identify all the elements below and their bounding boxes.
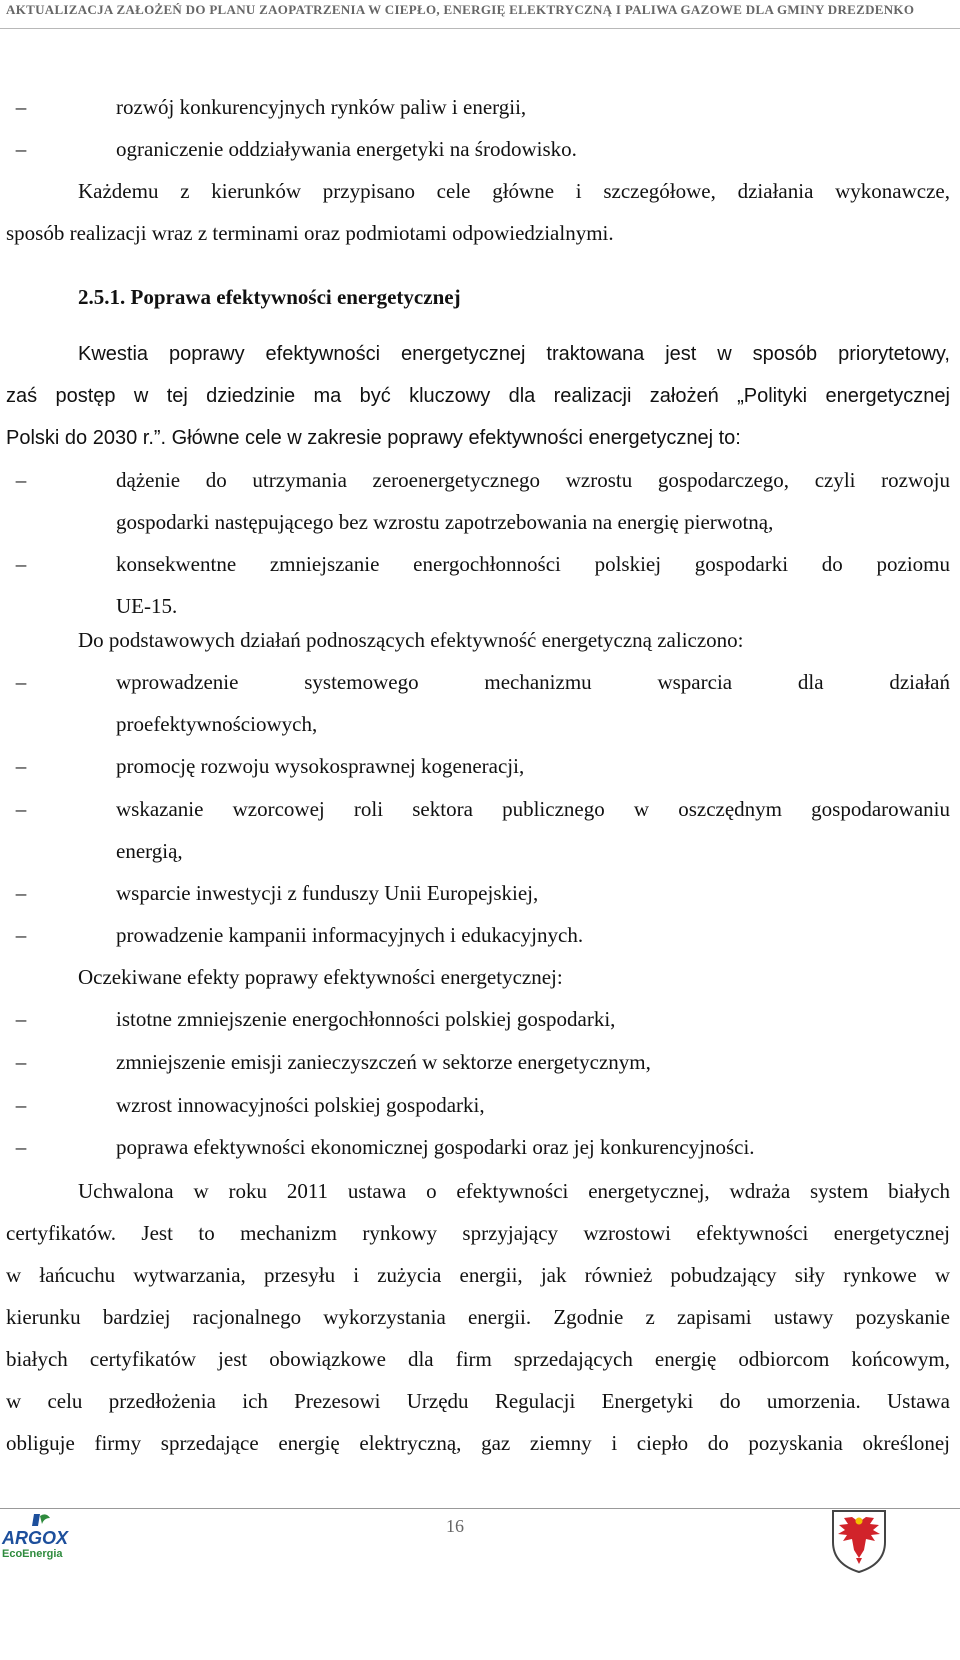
list-item — [6, 878, 950, 908]
logo-left-text: ARGOX — [2, 1528, 69, 1548]
paragraph-line — [6, 176, 950, 206]
bullet-dash: – — [15, 468, 27, 492]
list-item — [6, 1132, 950, 1162]
list-item-continuation — [6, 709, 950, 739]
paragraph-text: Każdemu z kierunków przypisano cele główne i szczegółowe, działania wykonawcze, — [78, 179, 950, 203]
list-item-continuation — [6, 591, 950, 621]
list-item-text: ograniczenie oddziaływania energetyki na środowisko. — [116, 137, 577, 161]
list-item — [6, 1090, 950, 1120]
section-heading — [6, 282, 950, 312]
paragraph-line — [6, 962, 950, 992]
list-item-text: wzrost innowacyjności polskiej gospodarki, — [116, 1093, 485, 1117]
header-title: AKTUALIZACJA ZAŁOŻEŃ DO PLANU ZAOPATRZENIA W CIEPŁO, ENERGIĘ ELEKTRYCZNĄ I PALIWA GAZOWE DLA GMINY DREZDENKO — [6, 2, 915, 17]
list-item-text: promocję rozwoju wysokosprawnej kogeneracji, — [116, 754, 525, 778]
bullet-dash: – — [15, 1135, 27, 1159]
page-header — [0, 0, 960, 29]
list-item-text: konsekwentne zmniejszanie energochłonności polskiej gospodarki do poziomu — [116, 552, 950, 576]
paragraph-line — [6, 423, 950, 453]
footer-divider — [0, 1508, 960, 1509]
bullet-dash: – — [15, 754, 27, 778]
paragraph-text: certyfikatów. Jest to mechanizm rynkowy sprzyjający wzrostowi efektywności energetycznej — [6, 1221, 950, 1245]
list-item-text: UE-15. — [116, 594, 178, 618]
section-heading-text: 2.5.1. Poprawa efektywności energetycznej — [78, 285, 461, 309]
list-item-text: wsparcie inwestycji z funduszy Unii Europejskiej, — [116, 881, 539, 905]
paragraph-text: w łańcuchu wytwarzania, przesyłu i zużycia energii, jak również pobudzający siły rynkowe w — [6, 1263, 950, 1287]
list-item-text: proefektywnościowych, — [116, 712, 318, 736]
list-item-continuation — [6, 836, 950, 866]
list-item-text: wskazanie wzorcowej roli sektora publicznego w oszczędnym gospodarowaniu — [116, 797, 950, 821]
list-item — [6, 920, 950, 950]
paragraph-line — [6, 1344, 950, 1374]
bullet-dash: – — [15, 797, 27, 821]
paragraph-line — [6, 1176, 950, 1206]
list-item-text: istotne zmniejszenie energochłonności polskiej gospodarki, — [116, 1007, 616, 1031]
bullet-dash: – — [15, 552, 27, 576]
list-item — [6, 465, 950, 495]
paragraph-text: Uchwalona w roku 2011 ustawa o efektywności energetycznej, wdraża system białych — [78, 1179, 950, 1203]
coat-of-arms-icon — [830, 1508, 888, 1574]
paragraph-text: sposób realizacji wraz z terminami oraz podmiotami odpowiedzialnymi. — [6, 221, 614, 245]
bullet-dash: – — [15, 1007, 27, 1031]
paragraph-line — [6, 1386, 950, 1416]
list-item-continuation — [6, 507, 950, 537]
paragraph-text: Oczekiwane efekty poprawy efektywności energetycznej: — [78, 965, 563, 989]
paragraph-text: kierunku bardziej racjonalnego wykorzystania energii. Zgodnie z zapisami ustawy pozyskanie — [6, 1305, 950, 1329]
paragraph-line — [6, 381, 950, 411]
list-item — [6, 1004, 950, 1034]
bullet-dash: – — [15, 95, 27, 119]
bullet-dash: – — [15, 1093, 27, 1117]
bullet-dash: – — [15, 670, 27, 694]
list-item-text: rozwój konkurencyjnych rynków paliw i energii, — [116, 95, 527, 119]
list-item — [6, 751, 950, 781]
list-item — [6, 794, 950, 824]
paragraph-line — [6, 218, 950, 248]
argox-ecoenergia-logo — [0, 1512, 90, 1560]
list-item — [6, 1047, 950, 1077]
list-item-text: gospodarki następującego bez wzrostu zapotrzebowania na energię pierwotną, — [116, 510, 774, 534]
list-item — [6, 549, 950, 579]
list-item-text: wprowadzenie systemowego mechanizmu wsparcia dla działań — [116, 670, 950, 694]
list-item-text: poprawa efektywności ekonomicznej gospodarki oraz jej konkurencyjności. — [116, 1135, 755, 1159]
paragraph-text: białych certyfikatów jest obowiązkowe dla firm sprzedających energię odbiorcom końcowym, — [6, 1347, 950, 1371]
paragraph-line — [6, 1302, 950, 1332]
paragraph-text: obliguje firmy sprzedające energię elektryczną, gaz ziemny i ciepło do pozyskania określonej — [6, 1431, 950, 1455]
list-item — [6, 134, 950, 164]
list-item — [6, 667, 950, 697]
paragraph-text: Do podstawowych działań podnoszących efektywność energetyczną zaliczono: — [78, 628, 744, 652]
paragraph-line — [6, 1218, 950, 1248]
list-item-text: dążenie do utrzymania zeroenergetycznego wzrostu gospodarczego, czyli rozwoju — [116, 468, 950, 492]
bullet-dash: – — [15, 923, 27, 947]
page-number: 16 — [446, 1516, 464, 1536]
paragraph-text: Polski do 2030 r.”. Główne cele w zakresie poprawy efektywności energetycznej to: — [6, 427, 741, 449]
list-item-text: energią, — [116, 839, 183, 863]
list-item-text: prowadzenie kampanii informacyjnych i edukacyjnych. — [116, 923, 584, 947]
logo-left-subtext: EcoEnergia — [2, 1548, 63, 1560]
paragraph-text: zaś postęp w tej dziedzinie ma być kluczowy dla realizacji założeń „Polityki energetycznej — [6, 385, 950, 407]
bullet-dash: – — [15, 1050, 27, 1074]
list-item-text: zmniejszenie emisji zanieczyszczeń w sektorze energetycznym, — [116, 1050, 651, 1074]
list-item — [6, 92, 950, 122]
bullet-dash: – — [15, 137, 27, 161]
paragraph-line — [6, 1428, 950, 1458]
paragraph-text: Kwestia poprawy efektywności energetycznej traktowana jest w sposób priorytetowy, — [78, 343, 950, 365]
paragraph-line — [6, 1260, 950, 1290]
paragraph-text: w celu przedłożenia ich Prezesowi Urzędu Regulacji Energetyki do umorzenia. Ustawa — [6, 1389, 950, 1413]
paragraph-line — [6, 625, 950, 655]
paragraph-line — [6, 339, 950, 369]
bullet-dash: – — [15, 881, 27, 905]
